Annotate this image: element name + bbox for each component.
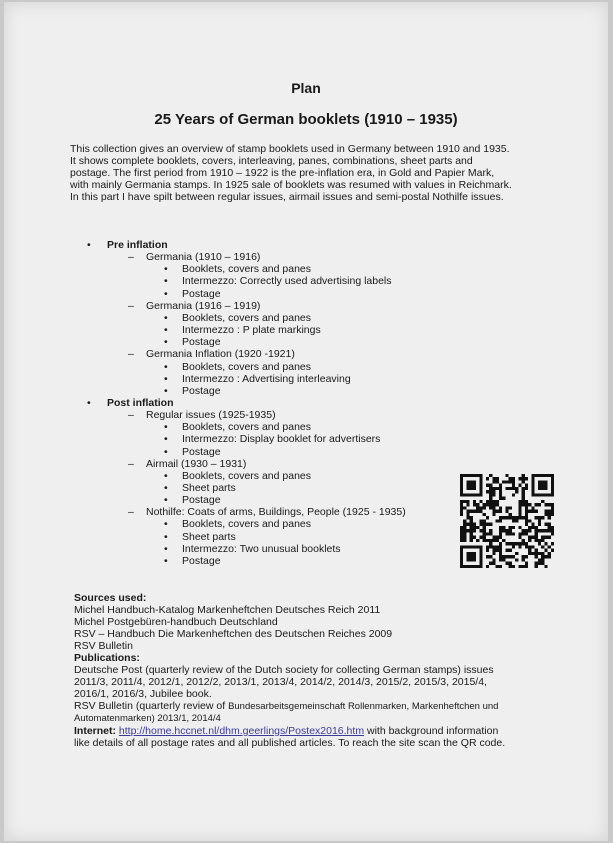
outline-text: Germania (1916 – 1919) bbox=[146, 299, 261, 312]
outline-text: Postage bbox=[182, 336, 221, 349]
bullet-icon: • bbox=[164, 360, 168, 373]
outline-text: Germania (1910 – 1916) bbox=[146, 251, 261, 264]
outline-subsection bbox=[128, 458, 246, 470]
outline-item bbox=[164, 482, 236, 494]
outline-subsection bbox=[128, 506, 406, 518]
outline-text: Intermezzo: Display booklet for advertisers bbox=[182, 433, 381, 446]
bullet-icon: • bbox=[87, 239, 91, 251]
outline-text: Postage bbox=[182, 494, 221, 507]
internet-link[interactable]: http://home.hccnet.nl/dhm.geerlings/Postex2016.htm bbox=[118, 725, 365, 737]
outline-text: Postage bbox=[182, 287, 221, 300]
intro-line: with mainly Germania stamps. In 1925 sale of booklets was resumed with values in Reichmark. bbox=[70, 179, 512, 191]
bullet-icon: • bbox=[87, 396, 91, 409]
outline-text: Post inflation bbox=[107, 396, 174, 409]
outline-text: Nothilfe: Coats of arms, Buildings, People (1925 - 1935) bbox=[146, 506, 406, 519]
source-line: Michel Postgebüren-handbuch Deutschland bbox=[74, 616, 278, 628]
publication-line bbox=[74, 700, 594, 713]
outline-item bbox=[164, 433, 380, 445]
outline-text: Airmail (1930 – 1931) bbox=[146, 457, 247, 470]
internet-text: with background information bbox=[364, 725, 499, 737]
bullet-icon: • bbox=[164, 384, 168, 397]
outline-item bbox=[164, 470, 311, 482]
internet-line bbox=[74, 725, 594, 737]
outline-item bbox=[164, 555, 221, 567]
outline-text: Germania Inflation (1920 -1921) bbox=[146, 348, 295, 361]
intro-line: This collection gives an overview of stamp booklets used in Germany between 1910 and 1935. bbox=[70, 143, 510, 155]
bullet-icon: • bbox=[164, 494, 168, 507]
outline-item bbox=[164, 531, 236, 543]
source-line: RSV – Handbuch Die Markenheftchen des Deutschen Reiches 2009 bbox=[74, 628, 393, 640]
outline-section bbox=[87, 397, 174, 409]
outline-item bbox=[164, 421, 311, 433]
outline-text: Booklets, covers and panes bbox=[182, 263, 311, 276]
internet-line-2: like details of all postage rates and all published articles. To reach the site scan the QR code. bbox=[74, 737, 506, 749]
dash-bullet-icon: – bbox=[128, 299, 134, 312]
outline-item bbox=[164, 373, 351, 385]
dash-bullet-icon: – bbox=[128, 251, 134, 264]
outline-text: Sheet parts bbox=[182, 482, 236, 494]
outline-text: Postage bbox=[182, 445, 221, 458]
outline-text: Booklets, covers and panes bbox=[182, 421, 311, 434]
outline-text: Intermezzo : P plate markings bbox=[182, 324, 321, 337]
document-page bbox=[4, 2, 608, 841]
publication-line: 2011/3, 2011/4, 2012/1, 2012/2, 2013/1, 2013/4, 2014/2, 2014/3, 2015/2, 2015/3, 2015/4, bbox=[74, 676, 487, 688]
publication-line: 2016/1, 2016/3, Jubilee book. bbox=[74, 688, 212, 700]
outline-item bbox=[164, 336, 221, 348]
bullet-icon: • bbox=[164, 482, 168, 494]
bullet-icon: • bbox=[164, 287, 168, 300]
outline-text: Intermezzo: Two unusual booklets bbox=[182, 542, 341, 555]
outline-text: Booklets, covers and panes bbox=[182, 360, 311, 373]
bullet-icon: • bbox=[164, 372, 168, 385]
source-line: Michel Handbuch-Katalog Markenheftchen Deutsches Reich 2011 bbox=[74, 604, 381, 616]
outline-text: Intermezzo : Advertising interleaving bbox=[182, 372, 351, 385]
dash-bullet-icon: – bbox=[128, 348, 134, 361]
publication-text: RSV Bulletin (quarterly review of bbox=[74, 700, 229, 712]
sources-heading: Sources used: bbox=[74, 592, 147, 604]
outline-text: Sheet parts bbox=[182, 530, 236, 543]
bullet-icon: • bbox=[164, 336, 168, 349]
sources-section bbox=[74, 592, 594, 749]
publications-heading: Publications: bbox=[74, 652, 140, 664]
page-heading: Plan bbox=[291, 80, 321, 96]
intro-paragraph bbox=[70, 143, 560, 203]
outline-subsection bbox=[128, 409, 276, 421]
bullet-icon: • bbox=[164, 263, 168, 276]
outline-item bbox=[164, 288, 221, 300]
bullet-icon: • bbox=[164, 324, 168, 337]
dash-bullet-icon: – bbox=[128, 457, 134, 470]
publication-text-small: Bundesarbeitsgemeinschaft Rollenmarken, Markenheftchen und bbox=[228, 701, 499, 712]
dash-bullet-icon: – bbox=[128, 409, 134, 422]
bullet-icon: • bbox=[164, 421, 168, 434]
dash-bullet-icon: – bbox=[128, 506, 134, 519]
bullet-icon: • bbox=[164, 542, 168, 555]
outline-text: Regular issues (1925-1935) bbox=[146, 409, 276, 422]
outline-text: Booklets, covers and panes bbox=[182, 469, 311, 482]
bullet-icon: • bbox=[164, 518, 168, 531]
outline-section bbox=[87, 239, 168, 251]
outline-item bbox=[164, 275, 392, 287]
intro-line: postage. The first period from 1910 – 1922 is the pre-inflation era, in Gold and Papier Mark, bbox=[70, 167, 495, 179]
intro-line: It shows complete booklets, covers, interleaving, panes, combinations, sheet parts and bbox=[70, 155, 473, 167]
outline-item bbox=[164, 543, 341, 555]
bullet-icon: • bbox=[164, 433, 168, 446]
bullet-icon: • bbox=[164, 275, 168, 288]
outline-subsection bbox=[128, 300, 260, 312]
outline-text: Booklets, covers and panes bbox=[182, 311, 311, 324]
source-line: RSV Bulletin bbox=[74, 640, 133, 652]
intro-line: In this part I have spilt between regular issues, airmail issues and semi-postal Nothilfe issues. bbox=[70, 191, 504, 203]
bullet-icon: • bbox=[164, 554, 168, 567]
outline-item bbox=[164, 385, 221, 397]
outline-item bbox=[164, 494, 221, 506]
outline-item bbox=[164, 263, 311, 275]
internet-label: Internet: bbox=[74, 725, 116, 737]
outline-item bbox=[164, 361, 311, 373]
outline-subsection bbox=[128, 251, 260, 263]
bullet-icon: • bbox=[164, 469, 168, 482]
outline-text: Postage bbox=[182, 384, 221, 397]
bullet-icon: • bbox=[164, 445, 168, 458]
bullet-icon: • bbox=[164, 530, 168, 543]
outline-subsection bbox=[128, 348, 295, 360]
qr-code-icon bbox=[460, 474, 554, 568]
bullet-icon: • bbox=[164, 311, 168, 324]
outline-item bbox=[164, 324, 321, 336]
outline-item bbox=[164, 312, 311, 324]
outline-text: Postage bbox=[182, 554, 221, 567]
publication-line: Deutsche Post (quarterly review of the Dutch society for collecting German stamps) issues bbox=[74, 664, 494, 676]
outline-text: Pre inflation bbox=[107, 239, 168, 251]
outline-text: Intermezzo: Correctly used advertising labels bbox=[182, 275, 392, 288]
outline-text: Booklets, covers and panes bbox=[182, 518, 311, 531]
outline-item bbox=[164, 518, 311, 530]
publication-line: Automatenmarken) 2013/1, 2014/4 bbox=[74, 713, 221, 724]
outline-item bbox=[164, 446, 221, 458]
page-title: 25 Years of German booklets (1910 – 1935) bbox=[154, 111, 458, 128]
